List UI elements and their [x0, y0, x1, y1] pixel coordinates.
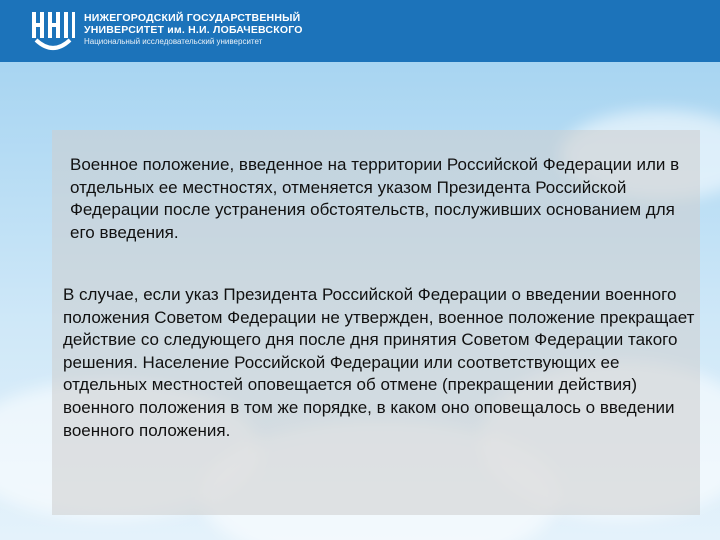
header-bar — [0, 0, 720, 62]
university-name-line1: НИЖЕГОРОДСКИЙ ГОСУДАРСТВЕННЫЙ — [84, 12, 301, 24]
university-name — [84, 12, 303, 47]
university-name-line2: УНИВЕРСИТЕТ им. Н.И. ЛОБАЧЕВСКОГО — [84, 24, 303, 36]
unn-logo-icon — [30, 10, 76, 54]
university-subtitle: Национальный исследовательский университет — [84, 37, 263, 46]
paragraph-termination: В случае, если указ Президента Российской Федерации о введении военного положения Советом Федерации не утвержден, военное положение прекращает действие со следующего дня после дня принятия Советом Федерации такого решения. Население Российской Федерации или соответствующих ее отдельных местностей оповещается об отмене (прекращении действия) военного положения в том же порядке, в каком оно оповещалось о введении военного положения. — [63, 285, 695, 440]
paragraph-repeal: Военное положение, введенное на территории Российской Федерации или в отдельных ее местностях, отменяется указом Президента Российской Федерации после устранения обстоятельств, послуживших основанием для его введения. — [70, 155, 680, 242]
